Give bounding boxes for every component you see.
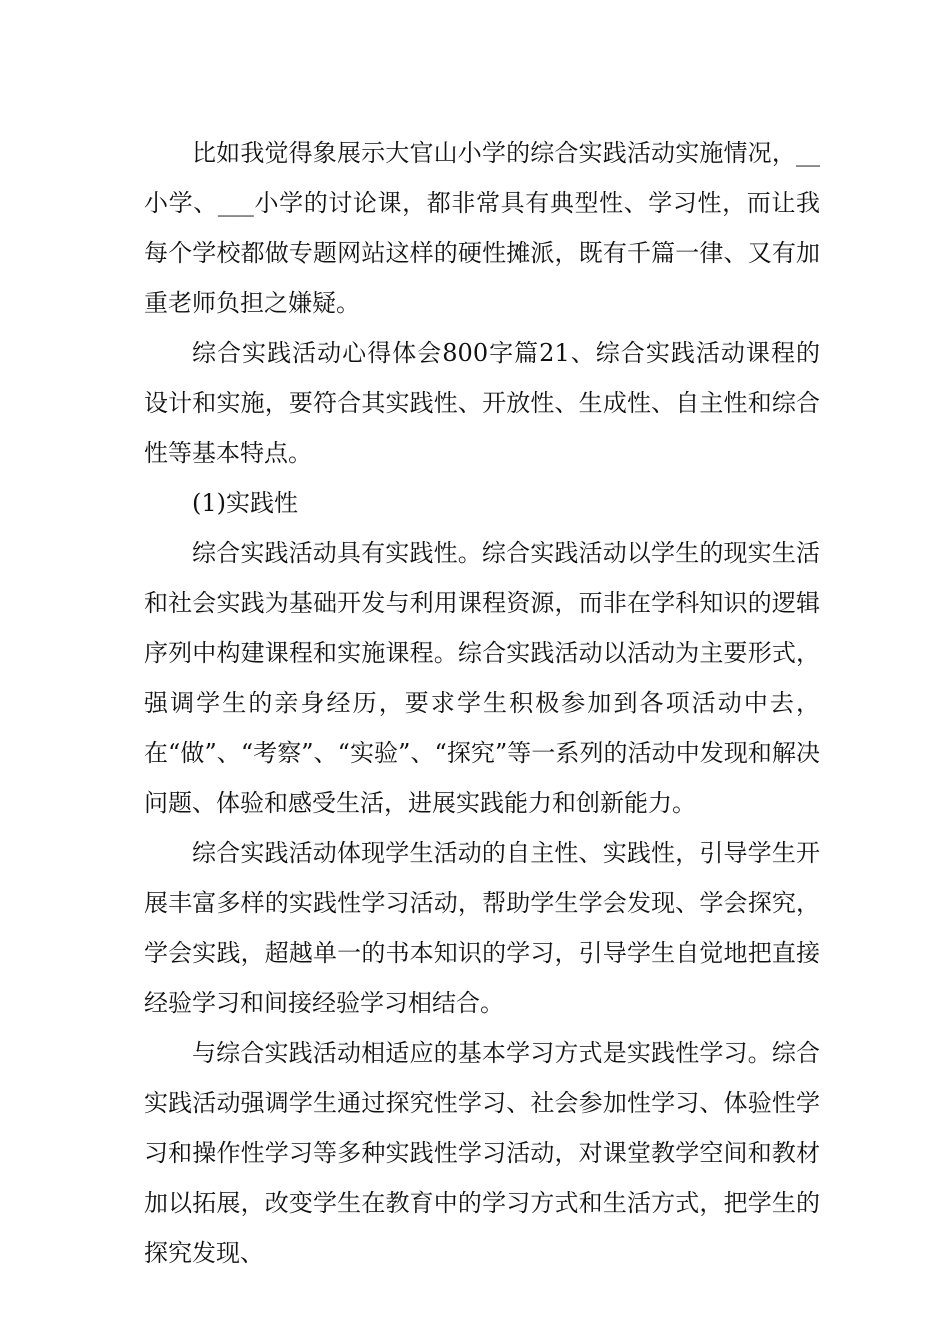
paragraph-4: 综合实践活动具有实践性。综合实践活动以学生的现实生活和社会实践为基础开发与利用课程资源，而非在学科知识的逻辑序列中构建课程和实施课程。综合实践活动以活动为主要形式，强调学生的亲身经历，要求学生积极参加到各项活动中去，在“做”、“考察”、“实验”、“探究”等一系列的活动中发现和解决问题、体验和感受生活，进展实践能力和创新能力。 bbox=[144, 539, 820, 817]
paragraph-5: 综合实践活动体现学生活动的自主性、实践性，引导学生开展丰富多样的实践性学习活动，帮助学生学会发现、学会探究，学会实践，超越单一的书本知识的学习，引导学生自觉地把直接经验学习和间接经验学习相结合。 bbox=[144, 839, 820, 1017]
paragraph-3-heading: (1)实践性 bbox=[192, 489, 298, 517]
paragraph-1: 比如我觉得象展示大官山小学的综合实践活动实施情况，__小学、___小学的讨论课，都非常具有典型性、学习性，而让我每个学校都做专题网站这样的硬性摊派，既有千篇一律、又有加重老师负担之嫌疑。 bbox=[144, 139, 820, 317]
document-body bbox=[144, 128, 820, 1278]
paragraph-2: 综合实践活动心得体会800字篇21、综合实践活动课程的设计和实施，要符合其实践性、开放性、生成性、自主性和综合性等基本特点。 bbox=[144, 339, 820, 467]
paragraph-6: 与综合实践活动相适应的基本学习方式是实践性学习。综合实践活动强调学生通过探究性学习、社会参加性学习、体验性学习和操作性学习等多种实践性学习活动，对课堂教学空间和教材加以拓展，改变学生在教育中的学习方式和生活方式，把学生的探究发现、 bbox=[144, 1039, 820, 1267]
